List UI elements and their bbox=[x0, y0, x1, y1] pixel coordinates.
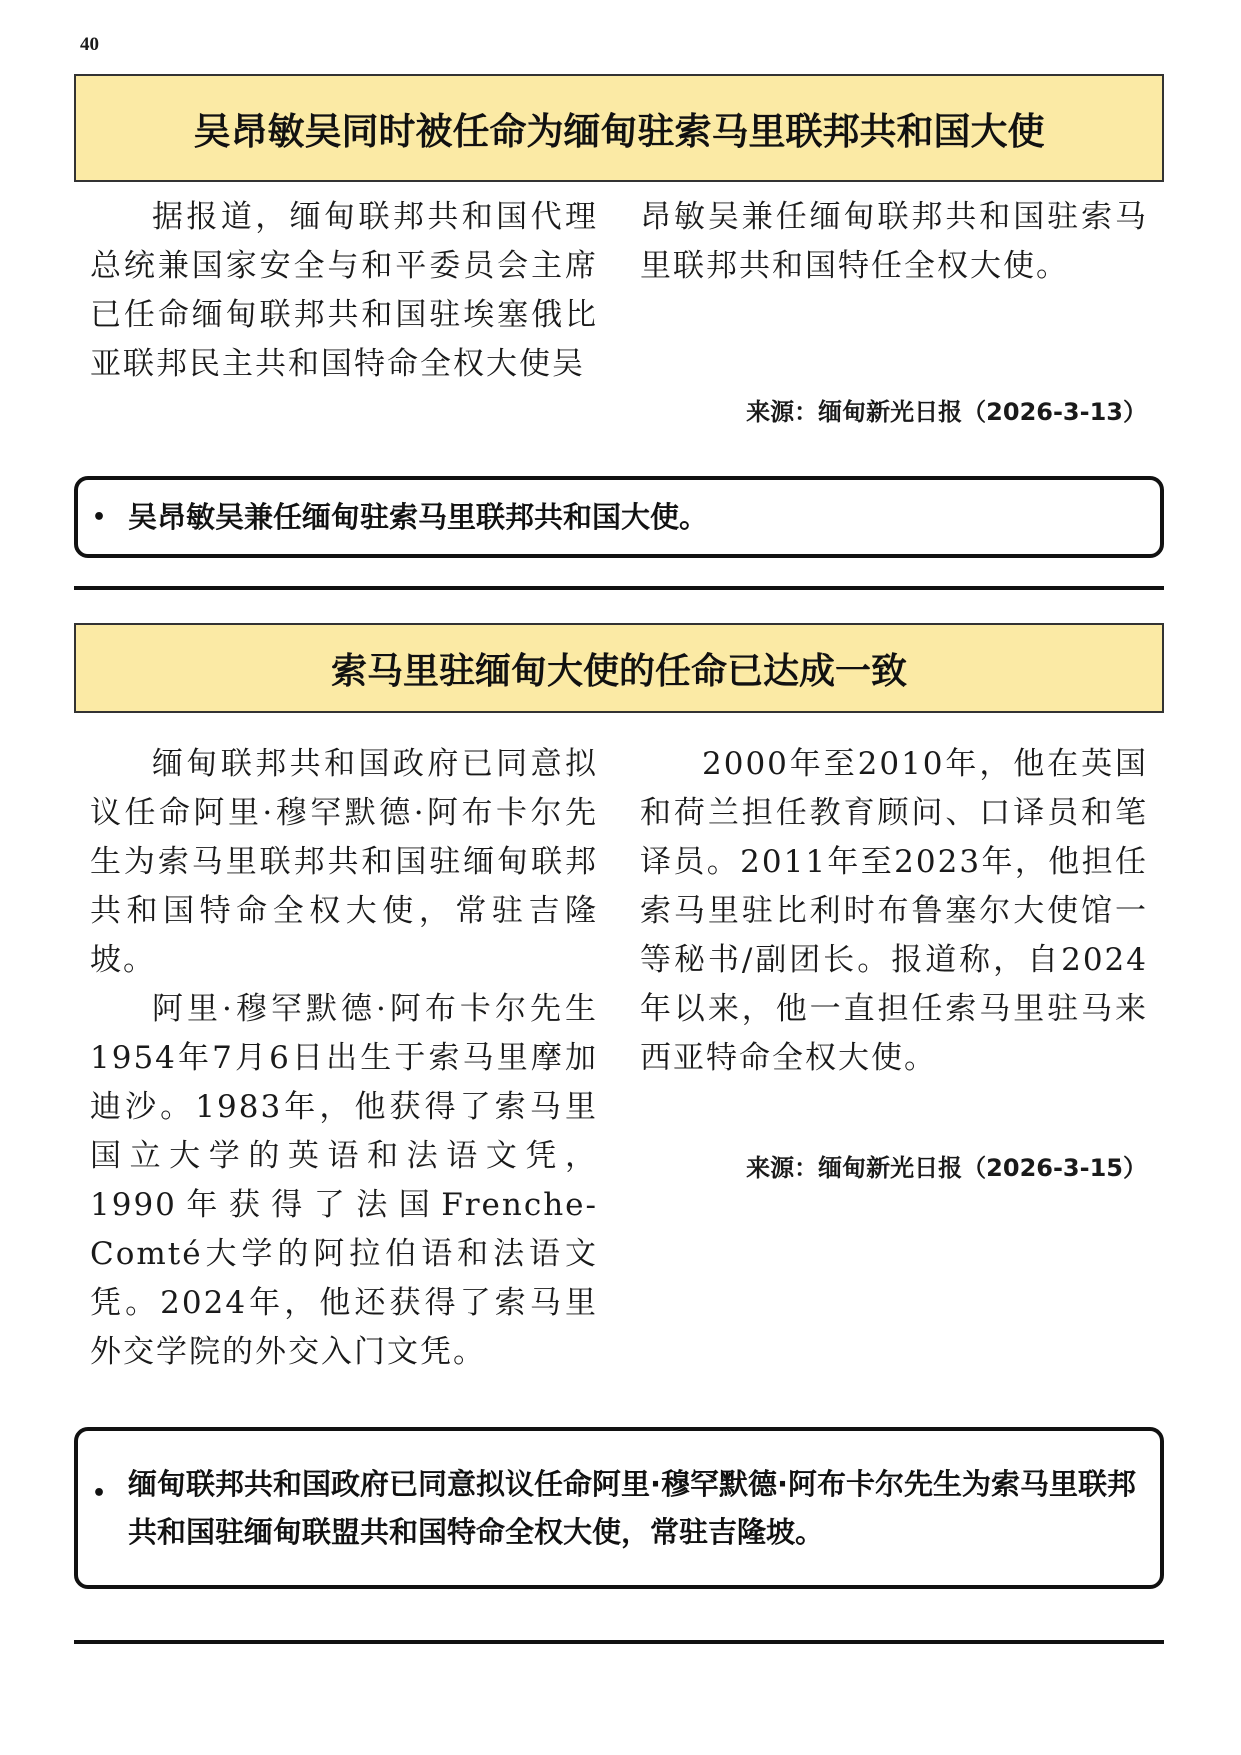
article-1-left-column bbox=[90, 193, 598, 389]
bullet-icon: • bbox=[92, 504, 107, 530]
section-divider bbox=[74, 586, 1164, 590]
article-2-title-box bbox=[74, 623, 1164, 713]
bullet-icon: • bbox=[92, 1481, 107, 1506]
article-2-summary: 缅甸联邦共和国政府已同意拟议任命阿里·穆罕默德·阿布卡尔先生为索马里联邦共和国驻缅甸联盟共和国特命全权大使，常驻吉隆坡。 bbox=[128, 1467, 1137, 1549]
article-1-summary-box bbox=[74, 476, 1164, 558]
article-1-source: 来源：缅甸新光日报（2026-3-13） bbox=[746, 398, 1147, 426]
article-2-source: 来源：缅甸新光日报（2026-3-15） bbox=[746, 1154, 1147, 1182]
article-1-title: 吴昂敏吴同时被任命为缅甸驻索马里联邦共和国大使 bbox=[193, 110, 1045, 153]
article-2-title: 索马里驻缅甸大使的任命已达成一致 bbox=[330, 650, 907, 692]
article-1-right-column bbox=[640, 193, 1148, 291]
section-divider bbox=[74, 1640, 1164, 1644]
article-2-paragraph: 阿里·穆罕默德·阿布卡尔先生1954年7月6日出生于索马里摩加迪沙。1983年，他获得了索马里国立大学的英语和法语文凭，1990年获得了法国Frenche-Comté大学的阿拉伯语和法语文凭。2024年，他还获得了索马里外交学院的外交入门文凭。 bbox=[90, 991, 598, 1370]
article-2-paragraph: 2000年至2010年，他在英国和荷兰担任教育顾问、口译员和笔译员。2011年至2023年，他担任索马里驻比利时布鲁塞尔大使馆一等秘书/副团长。报道称，自2024年以来，他一直担任索马里驻马来西亚特命全权大使。 bbox=[640, 746, 1148, 1076]
article-2-right-column bbox=[640, 740, 1148, 1083]
article-1-summary: 吴昂敏吴兼任缅甸驻索马里联邦共和国大使。 bbox=[128, 500, 709, 534]
article-2-left-column bbox=[90, 740, 598, 1377]
article-2-paragraph: 缅甸联邦共和国政府已同意拟议任命阿里·穆罕默德·阿布卡尔先生为索马里联邦共和国驻缅甸联邦共和国特命全权大使，常驻吉隆坡。 bbox=[90, 746, 598, 978]
page-number: 40 bbox=[80, 34, 99, 55]
article-1-title-box bbox=[74, 74, 1164, 182]
article-1-paragraph: 据报道，缅甸联邦共和国代理总统兼国家安全与和平委员会主席已任命缅甸联邦共和国驻埃塞俄比亚联邦民主共和国特命全权大使吴 bbox=[90, 199, 598, 382]
article-1-paragraph-continued: 昂敏吴兼任缅甸联邦共和国驻索马里联邦共和国特任全权大使。 bbox=[640, 199, 1148, 284]
article-2-summary-box bbox=[74, 1427, 1164, 1589]
